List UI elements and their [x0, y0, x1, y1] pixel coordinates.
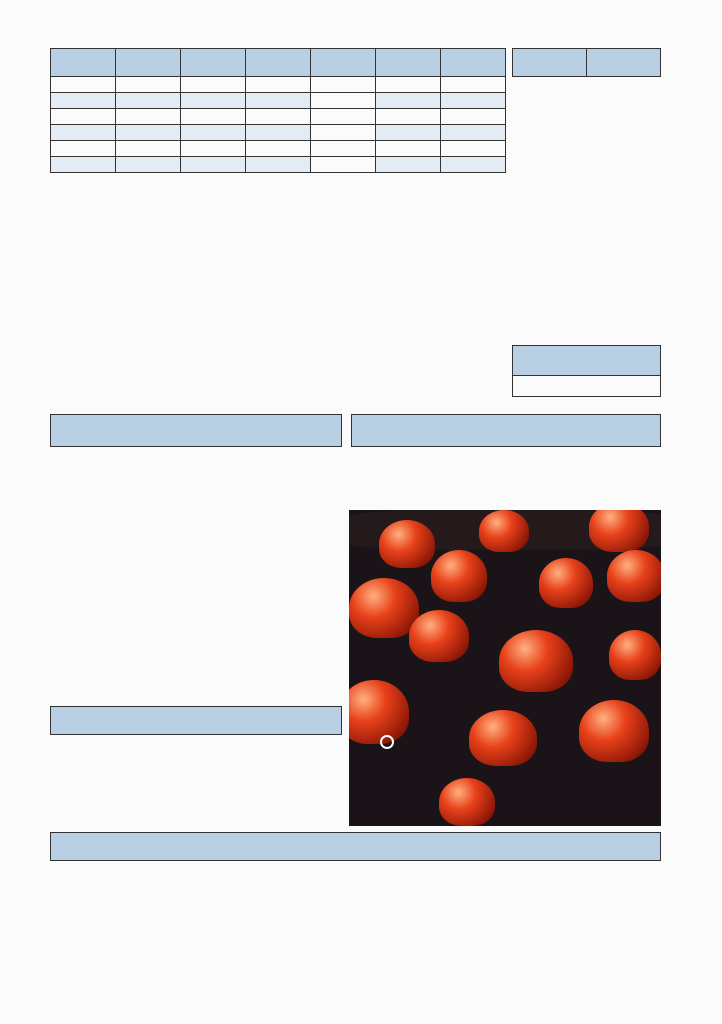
titulaciones-heading: [352, 415, 661, 447]
cell-antiguedad: [116, 93, 181, 109]
table-row: [51, 141, 506, 157]
cell-trabajo: [181, 93, 246, 109]
table-row: [51, 93, 506, 109]
cell-trabajo: [181, 109, 246, 125]
trabajo-value: [513, 376, 661, 397]
rango-table: [512, 48, 661, 77]
cell-trabajo: [181, 141, 246, 157]
cursos-heading: [51, 415, 342, 447]
promociones-header-row: [51, 49, 506, 77]
cell-promocion: [51, 77, 116, 93]
promociones-table: [50, 48, 506, 173]
col-euskera: [311, 49, 376, 77]
cell-antiguedad: [116, 157, 181, 173]
cell-diploma: [246, 77, 311, 93]
cell-promocion: [51, 141, 116, 157]
cursos-table: [50, 414, 342, 447]
cell-diploma: [246, 141, 311, 157]
cell-antiguedad: [116, 109, 181, 125]
table-row: [51, 125, 506, 141]
cell-promocion: [51, 93, 116, 109]
cell-total-pl1: [441, 93, 506, 109]
cell-trabajo: [181, 157, 246, 173]
especificaciones-table: [50, 832, 661, 861]
cell-diploma: [246, 109, 311, 125]
col-rango: [513, 49, 587, 77]
col-total: [376, 49, 441, 77]
cell-euskera: [311, 93, 376, 109]
table-row: [51, 109, 506, 125]
cell-antiguedad: [116, 125, 181, 141]
table-row: [51, 77, 506, 93]
col-antiguedad: [116, 49, 181, 77]
police-photo: [349, 510, 661, 826]
col-diploma: [246, 49, 311, 77]
cell-promocion: [51, 109, 116, 125]
cell-diploma: [246, 93, 311, 109]
cell-total-pl1: [441, 157, 506, 173]
cell-total-pl1: [441, 77, 506, 93]
especificaciones-title: [51, 833, 661, 861]
cell-total: [376, 77, 441, 93]
col-trabajo: [181, 49, 246, 77]
ccoo-icon: [380, 735, 394, 749]
cell-promocion: [51, 157, 116, 173]
trabajo-table: [512, 345, 661, 397]
cell-total-pl1: [441, 141, 506, 157]
cell-euskera: [311, 125, 376, 141]
cell-total: [376, 93, 441, 109]
ccoo-logo: [357, 734, 419, 753]
cell-euskera: [311, 141, 376, 157]
cell-total-pl1: [441, 109, 506, 125]
titulaciones-table: [351, 414, 661, 447]
cell-total-pl1: [441, 125, 506, 141]
col-puntuacion: [587, 49, 661, 77]
cell-euskera: [311, 109, 376, 125]
cell-trabajo: [181, 125, 246, 141]
col-promocion: [51, 49, 116, 77]
felicitaciones-table: [50, 706, 342, 735]
cell-euskera: [311, 157, 376, 173]
cell-total: [376, 141, 441, 157]
cell-total: [376, 125, 441, 141]
table-row: [51, 157, 506, 173]
cell-antiguedad: [116, 141, 181, 157]
cell-diploma: [246, 157, 311, 173]
cell-diploma: [246, 125, 311, 141]
cell-euskera: [311, 77, 376, 93]
rango-header-row: [513, 49, 661, 77]
cell-antiguedad: [116, 77, 181, 93]
cell-total: [376, 109, 441, 125]
felicitaciones-heading: [51, 707, 342, 735]
col-total-pl1: [441, 49, 506, 77]
trabajo-heading: [513, 346, 661, 376]
cell-trabajo: [181, 77, 246, 93]
cell-promocion: [51, 125, 116, 141]
cell-total: [376, 157, 441, 173]
